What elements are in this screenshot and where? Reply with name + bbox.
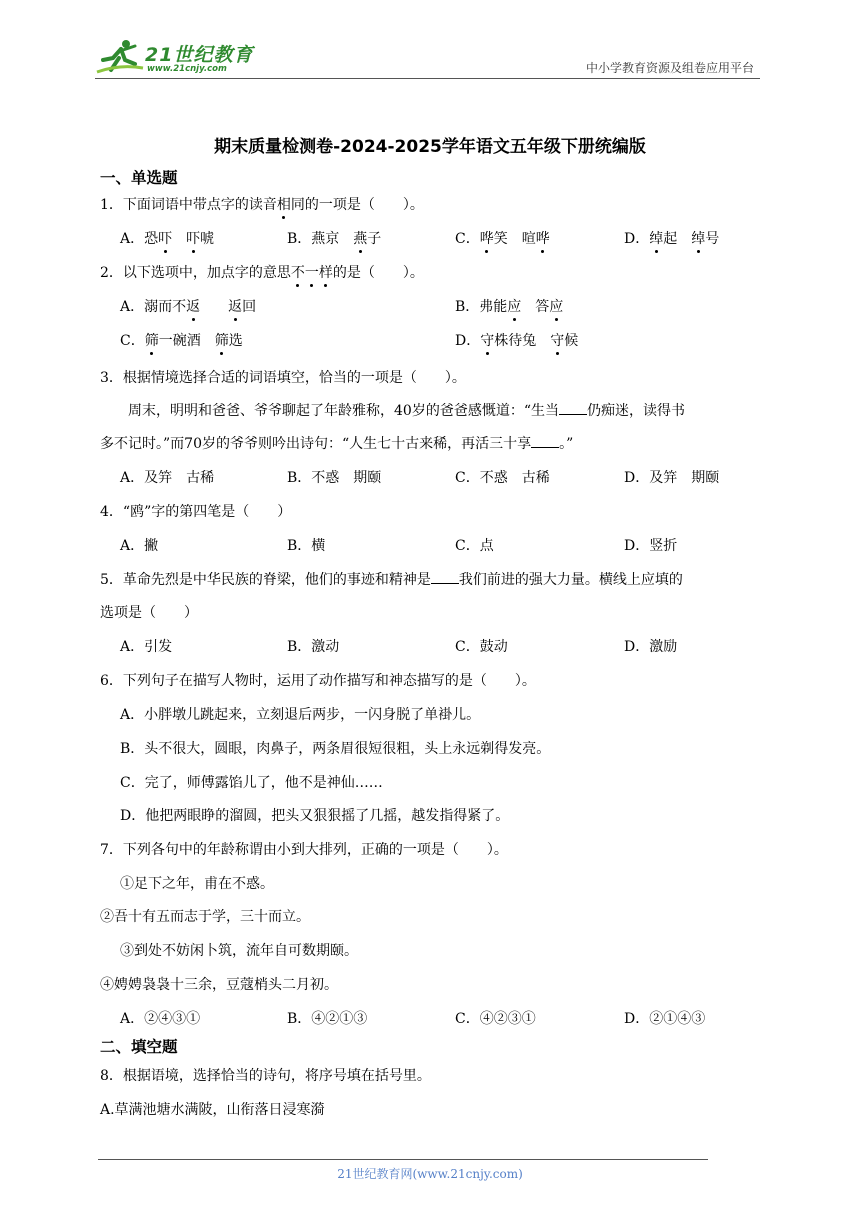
text: 株待兔 (494, 333, 551, 349)
text: 周末，明明和爸爸、爷爷聊起了年龄雅称，40岁的爸爸感慨道：“生当 (128, 403, 559, 419)
text: 仍痴迷，读得书 (586, 403, 685, 419)
question-3-option-c[interactable]: C．不惑 古稀 (455, 470, 550, 486)
dotted-char: 燕 (353, 228, 367, 248)
answer-blank (559, 402, 587, 415)
dotted-char: 应 (507, 296, 521, 316)
question-3-passage-line-2 (100, 433, 573, 453)
option-letter: D． (624, 231, 650, 247)
text (200, 299, 228, 315)
question-7-stem: 7．下列各句中的年龄称谓由小到大排列，正确的一项是（ ）。 (100, 842, 508, 858)
text: 1．下面词语中带点字的读音 (100, 197, 277, 213)
question-3-passage-line-1 (128, 400, 685, 420)
question-7-option-d[interactable]: D．②①④③ (624, 1011, 706, 1027)
question-4-option-a[interactable]: A．撇 (120, 538, 159, 554)
text: 唬 (200, 231, 215, 247)
dotted-char: 一 (305, 262, 319, 282)
question-3-option-a[interactable]: A．及笄 古稀 (120, 470, 215, 486)
question-1-option-a[interactable] (120, 228, 214, 248)
text: 我们前进的强大力量。横线上应填的 (458, 572, 683, 588)
header-tagline: 中小学教育资源及组卷应用平台 (585, 61, 754, 75)
question-6-option-b[interactable]: B．头不很大，圆眼，肉鼻子，两条眉很短很粗，头上永远剃得发亮。 (120, 741, 551, 757)
dotted-char: 返 (228, 296, 242, 316)
question-1-stem (100, 194, 424, 214)
text: 恐 (144, 231, 159, 247)
page-header (0, 0, 860, 80)
logo-url: www.21cnjy.com (147, 64, 227, 74)
text (172, 231, 186, 247)
answer-blank (531, 435, 559, 448)
runner-logo-icon (95, 38, 145, 78)
question-3-option-d[interactable]: D．及笄 期颐 (624, 470, 720, 486)
text: 答 (521, 299, 550, 315)
text: 笑 (493, 231, 522, 247)
dotted-char: 哗 (480, 228, 494, 248)
header-divider (95, 78, 760, 79)
text: 的是（ ）。 (332, 265, 424, 281)
text: 一碗酒 (158, 333, 215, 349)
dotted-char: 相 (277, 194, 291, 214)
question-3-option-b[interactable]: B．不惑 期颐 (287, 470, 382, 486)
text: 2．以下选项中，加点字的意思 (100, 265, 291, 281)
question-4-stem: 4．“鸥”字的第四笔是（ ） (100, 504, 292, 520)
option-letter: B． (287, 231, 312, 247)
question-1-option-c[interactable] (455, 228, 550, 248)
text: 起 (663, 231, 692, 247)
text: A．溺而不 (120, 299, 187, 315)
question-4-option-d[interactable]: D．竖折 (624, 538, 678, 554)
answer-blank (431, 571, 459, 584)
question-5-option-a[interactable]: A．引发 (120, 639, 173, 655)
dotted-char: 样 (319, 262, 333, 282)
question-7-item-1: ①足下之年，甫在不惑。 (120, 876, 274, 892)
question-7-item-3: ③到处不妨闲卜筑，流年自可数期颐。 (120, 943, 358, 959)
option-letter: C． (455, 231, 480, 247)
text: 喧 (521, 231, 536, 247)
dotted-char: 筛 (145, 330, 159, 350)
document-title: 期末质量检测卷-2024-2025学年语文五年级下册统编版 (214, 137, 646, 157)
question-5-option-c[interactable]: C．鼓动 (455, 639, 508, 655)
dotted-char: 返 (186, 296, 200, 316)
question-6-option-c[interactable]: C．完了，师傅露馅儿了，他不是神仙…… (120, 775, 383, 791)
page-footer[interactable]: 21世纪教育网(www.21cnjy.com) (337, 1167, 523, 1181)
text: 号 (705, 231, 720, 247)
question-4-option-b[interactable]: B．横 (287, 538, 326, 554)
text: 。” (559, 436, 574, 452)
section-heading-fill-in: 二、填空题 (100, 1038, 178, 1056)
option-letter: C． (120, 333, 145, 349)
dotted-char: 吓 (158, 228, 172, 248)
question-1-option-d[interactable] (624, 228, 719, 248)
dotted-char: 绰 (649, 228, 663, 248)
text: 选 (228, 333, 243, 349)
dotted-char: 筛 (215, 330, 229, 350)
dotted-char: 吓 (186, 228, 200, 248)
question-8-choice-a: A.草满池塘水满陂，山衔落日浸寒漪 (100, 1102, 325, 1118)
question-5-option-d[interactable]: D．激励 (624, 639, 678, 655)
dotted-char: 不 (291, 262, 305, 282)
question-6-stem: 6．下列句子在描写人物时，运用了动作描写和神态描写的是（ ）。 (100, 673, 536, 689)
logo-text: 21世纪教育 (145, 44, 254, 66)
question-2-option-a[interactable] (120, 296, 256, 316)
section-heading-single-choice: 一、单选题 (100, 169, 178, 187)
question-2-option-c[interactable] (120, 330, 243, 350)
question-7-item-2: ②吾十有五而志于学，三十而立。 (100, 909, 310, 925)
question-7-option-c[interactable]: C．④②③① (455, 1011, 536, 1027)
text (339, 231, 353, 247)
dotted-char: 哗 (536, 228, 550, 248)
question-7-item-4: ④娉娉袅袅十三余，豆蔻梢头二月初。 (100, 977, 338, 993)
text: 候 (564, 333, 579, 349)
dotted-char: 应 (549, 296, 563, 316)
option-letter: D． (455, 333, 481, 349)
question-6-option-a[interactable]: A．小胖墩儿跳起来，立刻退后两步，一闪身脱了单褂儿。 (120, 707, 481, 723)
text: 燕京 (311, 231, 340, 247)
question-4-option-c[interactable]: C．点 (455, 538, 494, 554)
logo (95, 38, 265, 78)
text: 5．革命先烈是中华民族的脊梁，他们的事迹和精神是 (100, 572, 431, 588)
text: 回 (242, 299, 257, 315)
question-3-stem: 3．根据情境选择合适的词语填空，恰当的一项是（ ）。 (100, 370, 466, 386)
question-5-stem (100, 569, 683, 589)
question-2-option-b[interactable] (455, 296, 563, 316)
question-7-option-b[interactable]: B．④②①③ (287, 1011, 368, 1027)
question-6-option-d[interactable]: D．他把两眼睁的溜圆，把头又狠狠摇了几摇，越发指得紧了。 (120, 808, 510, 824)
question-5-option-b[interactable]: B．激动 (287, 639, 340, 655)
text: B．弗能 (455, 299, 508, 315)
footer-divider (98, 1159, 708, 1160)
dotted-char: 绰 (691, 228, 705, 248)
question-2-option-d[interactable] (455, 330, 578, 350)
question-5-stem-continued: 选项是（ ） (100, 605, 198, 621)
question-7-option-a[interactable]: A．②④③① (120, 1011, 201, 1027)
text: 同的一项是（ ）。 (290, 197, 424, 213)
dotted-char: 守 (550, 330, 564, 350)
question-2-stem (100, 262, 424, 282)
question-8-stem: 8．根据语境，选择恰当的诗句，将序号填在括号里。 (100, 1068, 431, 1084)
option-letter: A． (120, 231, 145, 247)
text: 子 (367, 231, 382, 247)
text: 多不记时。”而70岁的爷爷则吟出诗句：“人生七十古来稀，再活三十享 (100, 436, 532, 452)
question-1-option-b[interactable] (287, 228, 381, 248)
dotted-char: 守 (480, 330, 494, 350)
